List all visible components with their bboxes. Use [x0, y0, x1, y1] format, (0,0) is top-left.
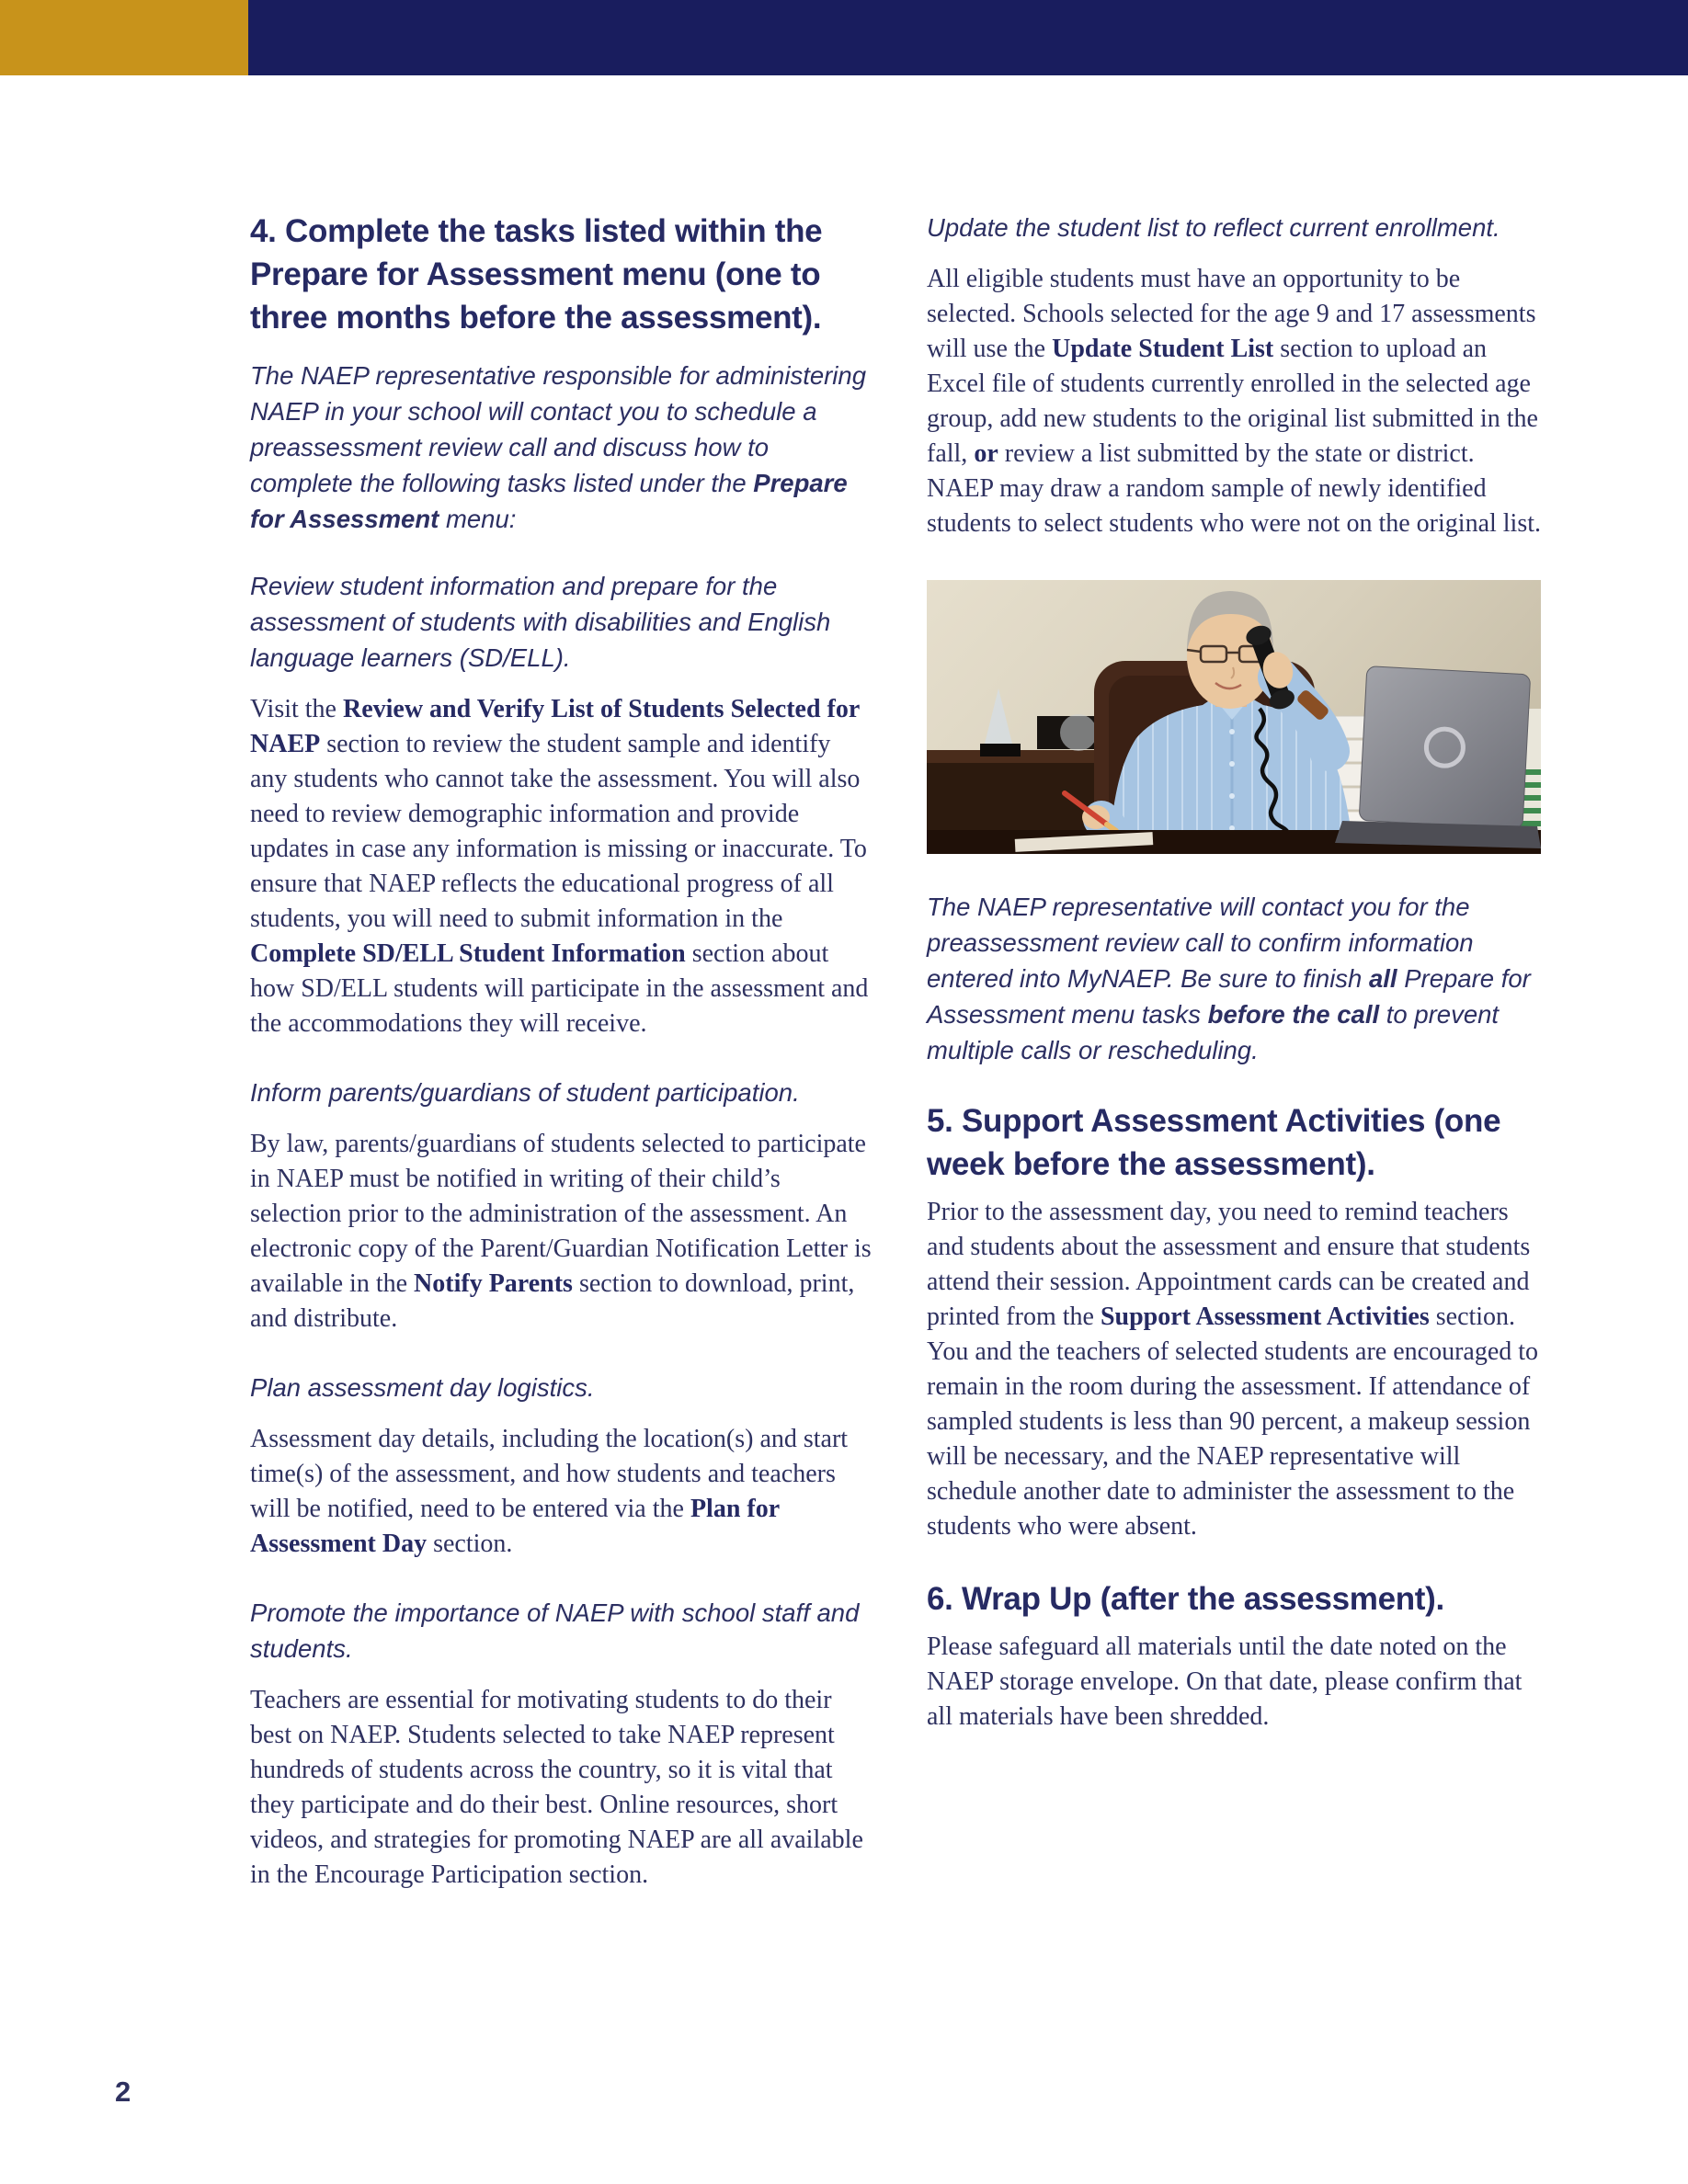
section-4-intro: The NAEP representative responsible for administering NAEP in your school will contact you to schedule a preassessment review call and discuss how to complete the following tasks listed under the Prepare for Assessment menu:: [250, 361, 867, 533]
gold-accent-block: [0, 0, 248, 75]
photo-caption: The NAEP representative will contact you for the preassessment review call to confirm information entered into MyNAEP. Be sure to finish all Prepare for Assessment menu tasks before the call to prevent multiple calls or rescheduling.: [927, 893, 1531, 1064]
left-column: [250, 210, 873, 1893]
section-5-body: Prior to the assessment day, you need to remind teachers and students about the assessment and ensure that students attend their session. Appointment cards can be created and printed from the Support Assessment Activities section. You and the teachers of selected students are encouraged to remain in the room during the assessment. If attendance of sampled students is less than 90 percent, a makeup session will be necessary, and the NAEP representative will schedule another date to administer the assessment to the students who were absent.: [927, 1198, 1539, 1541]
section-4-heading: 4. Complete the tasks listed within the Prepare for Assessment menu (one to three months before the assessment).: [250, 213, 823, 336]
task-subheading-promote-naep: Promote the importance of NAEP with school staff and students.: [250, 1598, 860, 1663]
task-subheading-update-list: Update the student list to reflect current enrollment.: [927, 213, 1500, 242]
page-number: 2: [115, 2076, 131, 2108]
right-column: [927, 210, 1541, 1893]
top-bar: [0, 0, 1688, 75]
section-6-heading: 6. Wrap Up (after the assessment).: [927, 1581, 1444, 1617]
section-6-body: Please safeguard all materials until the date noted on the NAEP storage envelope. On that date, please confirm that all materials have been shredded.: [927, 1632, 1523, 1731]
task-body-inform-parents: By law, parents/guardians of students selected to participate in NAEP must be notified in writing of their child’s selection prior to the administration of the assessment. An electronic copy of the Parent/Guardian Notification Letter is available in the Notify Parents section to download, print, and distribute.: [250, 1130, 872, 1333]
section-5-heading: 5. Support Assessment Activities (one week before the assessment).: [927, 1103, 1501, 1182]
task-subheading-plan-logistics: Plan assessment day logistics.: [250, 1373, 595, 1402]
navy-header-bar: [248, 0, 1688, 75]
photo-man-on-phone: [927, 580, 1541, 854]
task-body-plan-logistics: Assessment day details, including the location(s) and start time(s) of the assessment, and how students and teachers will be notified, need to be entered via the Plan for Assessment Day section.: [250, 1425, 849, 1558]
task-body-promote-naep: Teachers are essential for motivating students to do their best on NAEP. Students selected to take NAEP represent hundreds of students across the country, so it is vital that they participate and do their best. Online resources, short videos, and strategies for promoting NAEP are all available in the Encourage Participation section.: [250, 1686, 863, 1889]
task-subheading-review-students: Review student information and prepare for the assessment of students with disabilities and English language learners (SD/ELL).: [250, 572, 831, 672]
task-body-update-list: All eligible students must have an opportunity to be selected. Schools selected for the age 9 and 17 assessments will use the Update Student List section to upload an Excel file of students currently enrolled in the selected age group, add new students to the original list submitted in the fall, or review a list submitted by the state or district. NAEP may draw a random sample of newly identified students to select students who were not on the original list.: [927, 265, 1542, 538]
task-subheading-inform-parents: Inform parents/guardians of student participation.: [250, 1078, 800, 1107]
two-column-content: [0, 75, 1688, 1893]
task-body-review-students: Visit the Review and Verify List of Students Selected for NAEP section to review the student sample and identify any students who cannot take the assessment. You will also need to review demographic information and provide updates in case any information is missing or inaccurate. To ensure that NAEP reflects the educational progress of all students, you will need to submit information in the Complete SD/ELL Student Information section about how SD/ELL students will participate in the assessment and the accommodations they will receive.: [250, 695, 869, 1038]
